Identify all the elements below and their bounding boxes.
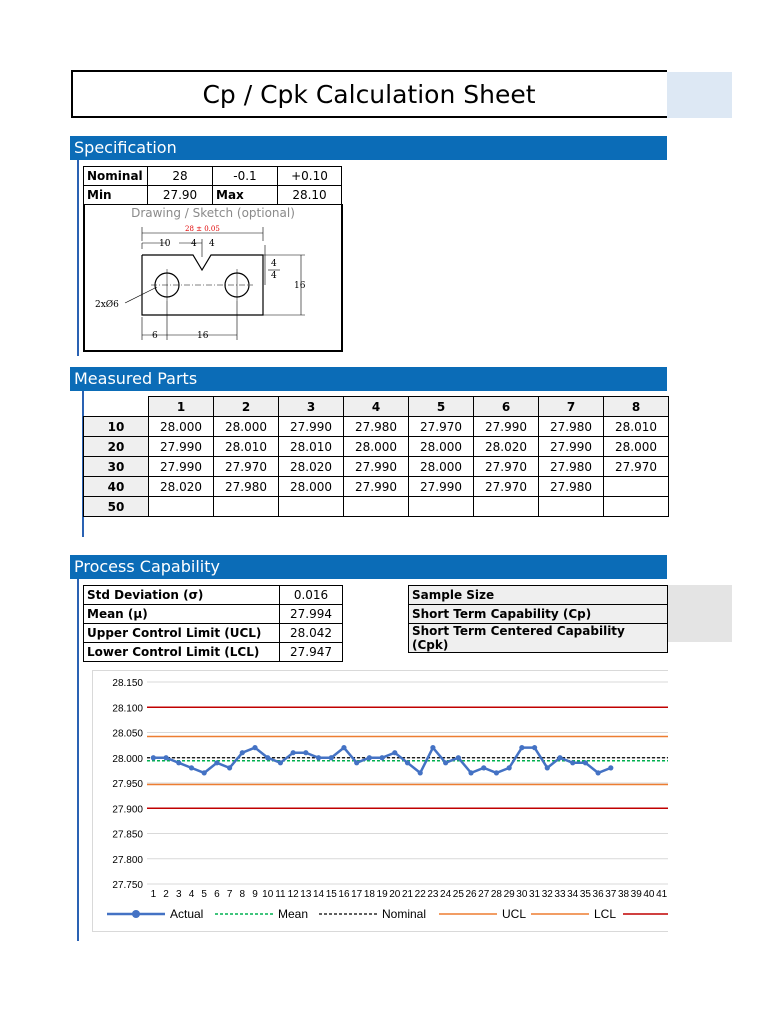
summary-label: Short Term Centered Capability (Cpk) — [409, 624, 668, 653]
table-row — [84, 437, 669, 457]
data-point — [392, 750, 397, 755]
column-header: 3 — [279, 397, 344, 417]
x-tick-label: 27 — [478, 889, 490, 900]
data-point — [494, 770, 499, 775]
stat-value: 0.016 — [280, 586, 343, 605]
column-header: 1 — [149, 397, 214, 417]
data-point — [557, 755, 562, 760]
data-point — [532, 745, 537, 750]
measurement-cell[interactable] — [474, 497, 539, 517]
table-row — [409, 605, 668, 624]
legend-label: Actual — [170, 907, 204, 921]
y-tick-label: 27.750 — [112, 880, 143, 891]
spec-cell: 27.90 — [148, 186, 213, 205]
row-header: 30 — [84, 457, 149, 477]
section-header-capability: Process Capability — [70, 555, 667, 579]
x-tick-label: 12 — [287, 889, 299, 900]
measurement-cell[interactable]: 28.000 — [409, 437, 474, 457]
x-tick-label: 11 — [275, 889, 286, 900]
section-header-specification: Specification — [70, 136, 667, 160]
capability-stats-table — [83, 585, 343, 662]
legend-marker — [132, 910, 140, 918]
holes-callout-label: 2xØ6 — [95, 300, 119, 310]
stat-value: 28.042 — [280, 624, 343, 643]
measurement-cell[interactable]: 27.980 — [539, 477, 604, 497]
data-point — [570, 760, 575, 765]
row-header: 20 — [84, 437, 149, 457]
table-row — [84, 477, 669, 497]
legend-label: Mean — [278, 907, 309, 921]
x-tick-label: 9 — [252, 889, 258, 900]
stat-label: Lower Control Limit (LCL) — [84, 643, 280, 662]
summary-label: Sample Size — [409, 586, 668, 605]
section-bar-specification — [77, 160, 79, 356]
spec-cell: Nominal — [84, 167, 148, 186]
measurement-cell[interactable]: 27.980 — [344, 417, 409, 437]
dim-tolerance-label: 28 ± 0.05 — [185, 225, 220, 233]
x-tick-label: 35 — [579, 889, 591, 900]
table-row — [84, 624, 343, 643]
data-point — [507, 765, 512, 770]
data-point — [608, 765, 613, 770]
data-point — [151, 755, 156, 760]
data-point — [468, 770, 473, 775]
stat-label: Std Deviation (σ) — [84, 586, 280, 605]
x-tick-label: 2 — [163, 889, 169, 900]
measurement-cell[interactable]: 27.970 — [474, 477, 539, 497]
column-header: 8 — [604, 397, 669, 417]
data-point — [291, 750, 296, 755]
measurement-cell[interactable]: 27.980 — [539, 417, 604, 437]
x-tick-label: 40 — [643, 889, 655, 900]
row-header: 10 — [84, 417, 149, 437]
y-tick-label: 27.800 — [112, 854, 143, 866]
technical-drawing — [85, 205, 341, 351]
x-tick-label: 8 — [239, 889, 246, 900]
measurement-cell[interactable]: 28.000 — [344, 437, 409, 457]
x-tick-label: 39 — [630, 889, 642, 900]
data-point — [379, 755, 384, 760]
measurement-cell[interactable]: 28.020 — [474, 437, 539, 457]
measurement-cell[interactable] — [214, 497, 279, 517]
measurement-cell[interactable] — [279, 497, 344, 517]
measured-table — [83, 396, 669, 517]
data-point — [405, 760, 410, 765]
column-header: 4 — [344, 397, 409, 417]
data-point — [456, 755, 461, 760]
x-tick-label: 34 — [567, 889, 579, 900]
data-point — [303, 750, 308, 755]
measurement-cell[interactable] — [344, 497, 409, 517]
x-tick-label: 41 — [656, 889, 668, 900]
dim-6-label: 6 — [152, 331, 158, 341]
column-header: 5 — [409, 397, 474, 417]
dim-10-label: 10 — [159, 239, 171, 249]
spec-row-min-max — [84, 186, 342, 205]
measurement-cell[interactable]: 27.990 — [344, 477, 409, 497]
measurement-cell[interactable] — [604, 497, 669, 517]
data-point — [227, 765, 232, 770]
legend-label: Nominal — [382, 907, 427, 921]
data-point — [519, 745, 524, 750]
data-point — [163, 755, 168, 760]
measurement-cell[interactable]: 28.010 — [604, 417, 669, 437]
x-tick-label: 31 — [529, 889, 541, 900]
column-header: 6 — [474, 397, 539, 417]
measurement-cell[interactable] — [539, 497, 604, 517]
x-tick-label: 37 — [605, 889, 617, 900]
legend-label: UCL — [502, 907, 527, 921]
y-tick-label: 28.150 — [112, 678, 143, 689]
x-tick-label: 18 — [363, 889, 375, 900]
spec-cell: Min — [84, 186, 148, 205]
data-point — [430, 745, 435, 750]
measured-corner-cell — [84, 397, 149, 417]
dim-4d-label: 4 — [271, 271, 277, 281]
measurement-cell[interactable]: 27.990 — [344, 457, 409, 477]
x-tick-label: 3 — [175, 889, 182, 900]
table-row — [409, 586, 668, 605]
measurement-cell[interactable]: 27.990 — [149, 437, 214, 457]
column-header: 2 — [214, 397, 279, 417]
measurement-cell[interactable]: 27.970 — [604, 457, 669, 477]
data-point — [367, 755, 372, 760]
x-tick-label: 19 — [376, 889, 388, 900]
x-tick-label: 38 — [617, 889, 630, 900]
measurement-cell[interactable]: 28.000 — [604, 437, 669, 457]
x-tick-label: 7 — [226, 889, 233, 900]
measurement-cell[interactable]: 27.970 — [474, 457, 539, 477]
measurement-cell[interactable]: 28.000 — [279, 477, 344, 497]
spec-cell: 28.10 — [278, 186, 342, 205]
data-point — [240, 750, 245, 755]
dim-4a-label: 4 — [191, 239, 197, 249]
x-tick-label: 5 — [201, 889, 207, 900]
capability-values-area — [667, 585, 732, 642]
measurement-cell[interactable]: 27.990 — [279, 417, 344, 437]
y-tick-label: 28.050 — [112, 728, 143, 740]
x-tick-label: 22 — [414, 889, 426, 900]
x-tick-label: 33 — [554, 889, 566, 900]
table-row — [84, 417, 669, 437]
stat-label: Upper Control Limit (UCL) — [84, 624, 280, 643]
measurement-cell[interactable]: 27.980 — [539, 457, 604, 477]
table-row — [84, 643, 343, 662]
measurement-cell[interactable]: 28.010 — [279, 437, 344, 457]
stat-value: 27.947 — [280, 643, 343, 662]
x-tick-label: 29 — [503, 889, 515, 900]
spec-cell[interactable]: +0.10 — [278, 167, 342, 186]
y-tick-label: 28.000 — [112, 753, 143, 765]
column-header: 7 — [539, 397, 604, 417]
data-point — [176, 760, 181, 765]
x-tick-label: 36 — [592, 889, 604, 900]
table-row — [84, 497, 669, 517]
table-row — [84, 586, 343, 605]
control-chart-svg — [93, 671, 668, 931]
measurement-cell[interactable]: 28.020 — [149, 477, 214, 497]
measurement-cell[interactable]: 27.970 — [214, 457, 279, 477]
data-point — [265, 755, 270, 760]
data-point — [252, 745, 257, 750]
x-tick-label: 20 — [389, 889, 401, 900]
measured-header-row — [84, 397, 669, 417]
stat-value: 27.994 — [280, 605, 343, 624]
measurement-cell[interactable]: 27.970 — [409, 417, 474, 437]
drawing-caption: Drawing / Sketch (optional) — [131, 206, 295, 220]
measurement-cell[interactable]: 27.990 — [149, 457, 214, 477]
measurement-cell[interactable] — [409, 497, 474, 517]
y-tick-label: 27.900 — [112, 804, 143, 816]
data-point — [354, 760, 359, 765]
legend-label: LCL — [594, 907, 617, 921]
x-tick-label: 13 — [300, 889, 312, 900]
row-header: 40 — [84, 477, 149, 497]
table-row — [409, 624, 668, 653]
data-point — [202, 770, 207, 775]
section-header-measured: Measured Parts — [70, 367, 667, 391]
data-point — [443, 760, 448, 765]
measurement-cell[interactable]: 28.000 — [149, 417, 214, 437]
data-point — [316, 755, 321, 760]
measurement-cell[interactable]: 28.000 — [214, 417, 279, 437]
summary-label: Short Term Capability (Cp) — [409, 605, 668, 624]
measurement-cell[interactable]: 28.010 — [214, 437, 279, 457]
x-tick-label: 30 — [516, 889, 528, 900]
spec-cell: Max — [213, 186, 278, 205]
y-tick-label: 27.850 — [112, 829, 143, 841]
spec-row-nominal — [84, 167, 342, 186]
measurement-cell[interactable] — [149, 497, 214, 517]
measurement-cell[interactable]: 27.990 — [409, 477, 474, 497]
drawing-area[interactable] — [83, 204, 343, 352]
x-tick-label: 32 — [541, 889, 553, 900]
x-tick-label: 14 — [312, 889, 325, 900]
data-point — [214, 760, 219, 765]
measurement-cell[interactable]: 28.020 — [279, 457, 344, 477]
section-bar-capability — [77, 579, 79, 941]
spec-table — [83, 166, 342, 205]
table-row — [84, 605, 343, 624]
y-tick-label: 27.950 — [112, 779, 143, 790]
x-tick-label: 15 — [325, 889, 337, 900]
dim-4b-label: 4 — [209, 239, 215, 249]
data-point — [418, 770, 423, 775]
measurement-cell[interactable]: 27.990 — [474, 417, 539, 437]
x-tick-label: 6 — [214, 889, 220, 900]
data-point — [341, 745, 346, 750]
x-tick-label: 1 — [150, 889, 157, 900]
data-point — [278, 760, 283, 765]
dim-16h-label: 16 — [294, 281, 306, 291]
data-point — [583, 760, 588, 765]
control-chart — [92, 670, 668, 932]
capability-summary-table — [408, 585, 668, 653]
x-tick-label: 16 — [338, 889, 350, 900]
row-header: 50 — [84, 497, 149, 517]
stat-label: Mean (μ) — [84, 605, 280, 624]
spec-cell[interactable]: -0.1 — [213, 167, 278, 186]
x-tick-label: 10 — [262, 889, 274, 900]
x-tick-label: 28 — [490, 889, 503, 900]
y-tick-label: 28.100 — [112, 703, 143, 715]
x-tick-label: 17 — [351, 889, 363, 900]
spec-cell[interactable]: 28 — [148, 167, 213, 186]
x-tick-label: 25 — [452, 889, 464, 900]
dim-16w-label: 16 — [197, 331, 209, 341]
x-tick-label: 23 — [427, 889, 439, 900]
measurement-cell[interactable] — [604, 477, 669, 497]
measurement-cell[interactable]: 28.000 — [409, 457, 474, 477]
measurement-cell[interactable]: 27.980 — [214, 477, 279, 497]
data-point — [189, 765, 194, 770]
dim-4c-label: 4 — [271, 259, 277, 269]
x-tick-label: 26 — [465, 889, 477, 900]
data-point — [596, 770, 601, 775]
x-tick-label: 21 — [401, 889, 414, 900]
x-tick-label: 4 — [188, 889, 195, 900]
table-row — [84, 457, 669, 477]
data-point — [545, 765, 550, 770]
page-title: Cp / Cpk Calculation Sheet — [202, 80, 536, 109]
measurement-cell[interactable]: 27.990 — [539, 437, 604, 457]
x-tick-label: 24 — [440, 889, 452, 900]
data-point — [481, 765, 486, 770]
data-point — [329, 755, 334, 760]
